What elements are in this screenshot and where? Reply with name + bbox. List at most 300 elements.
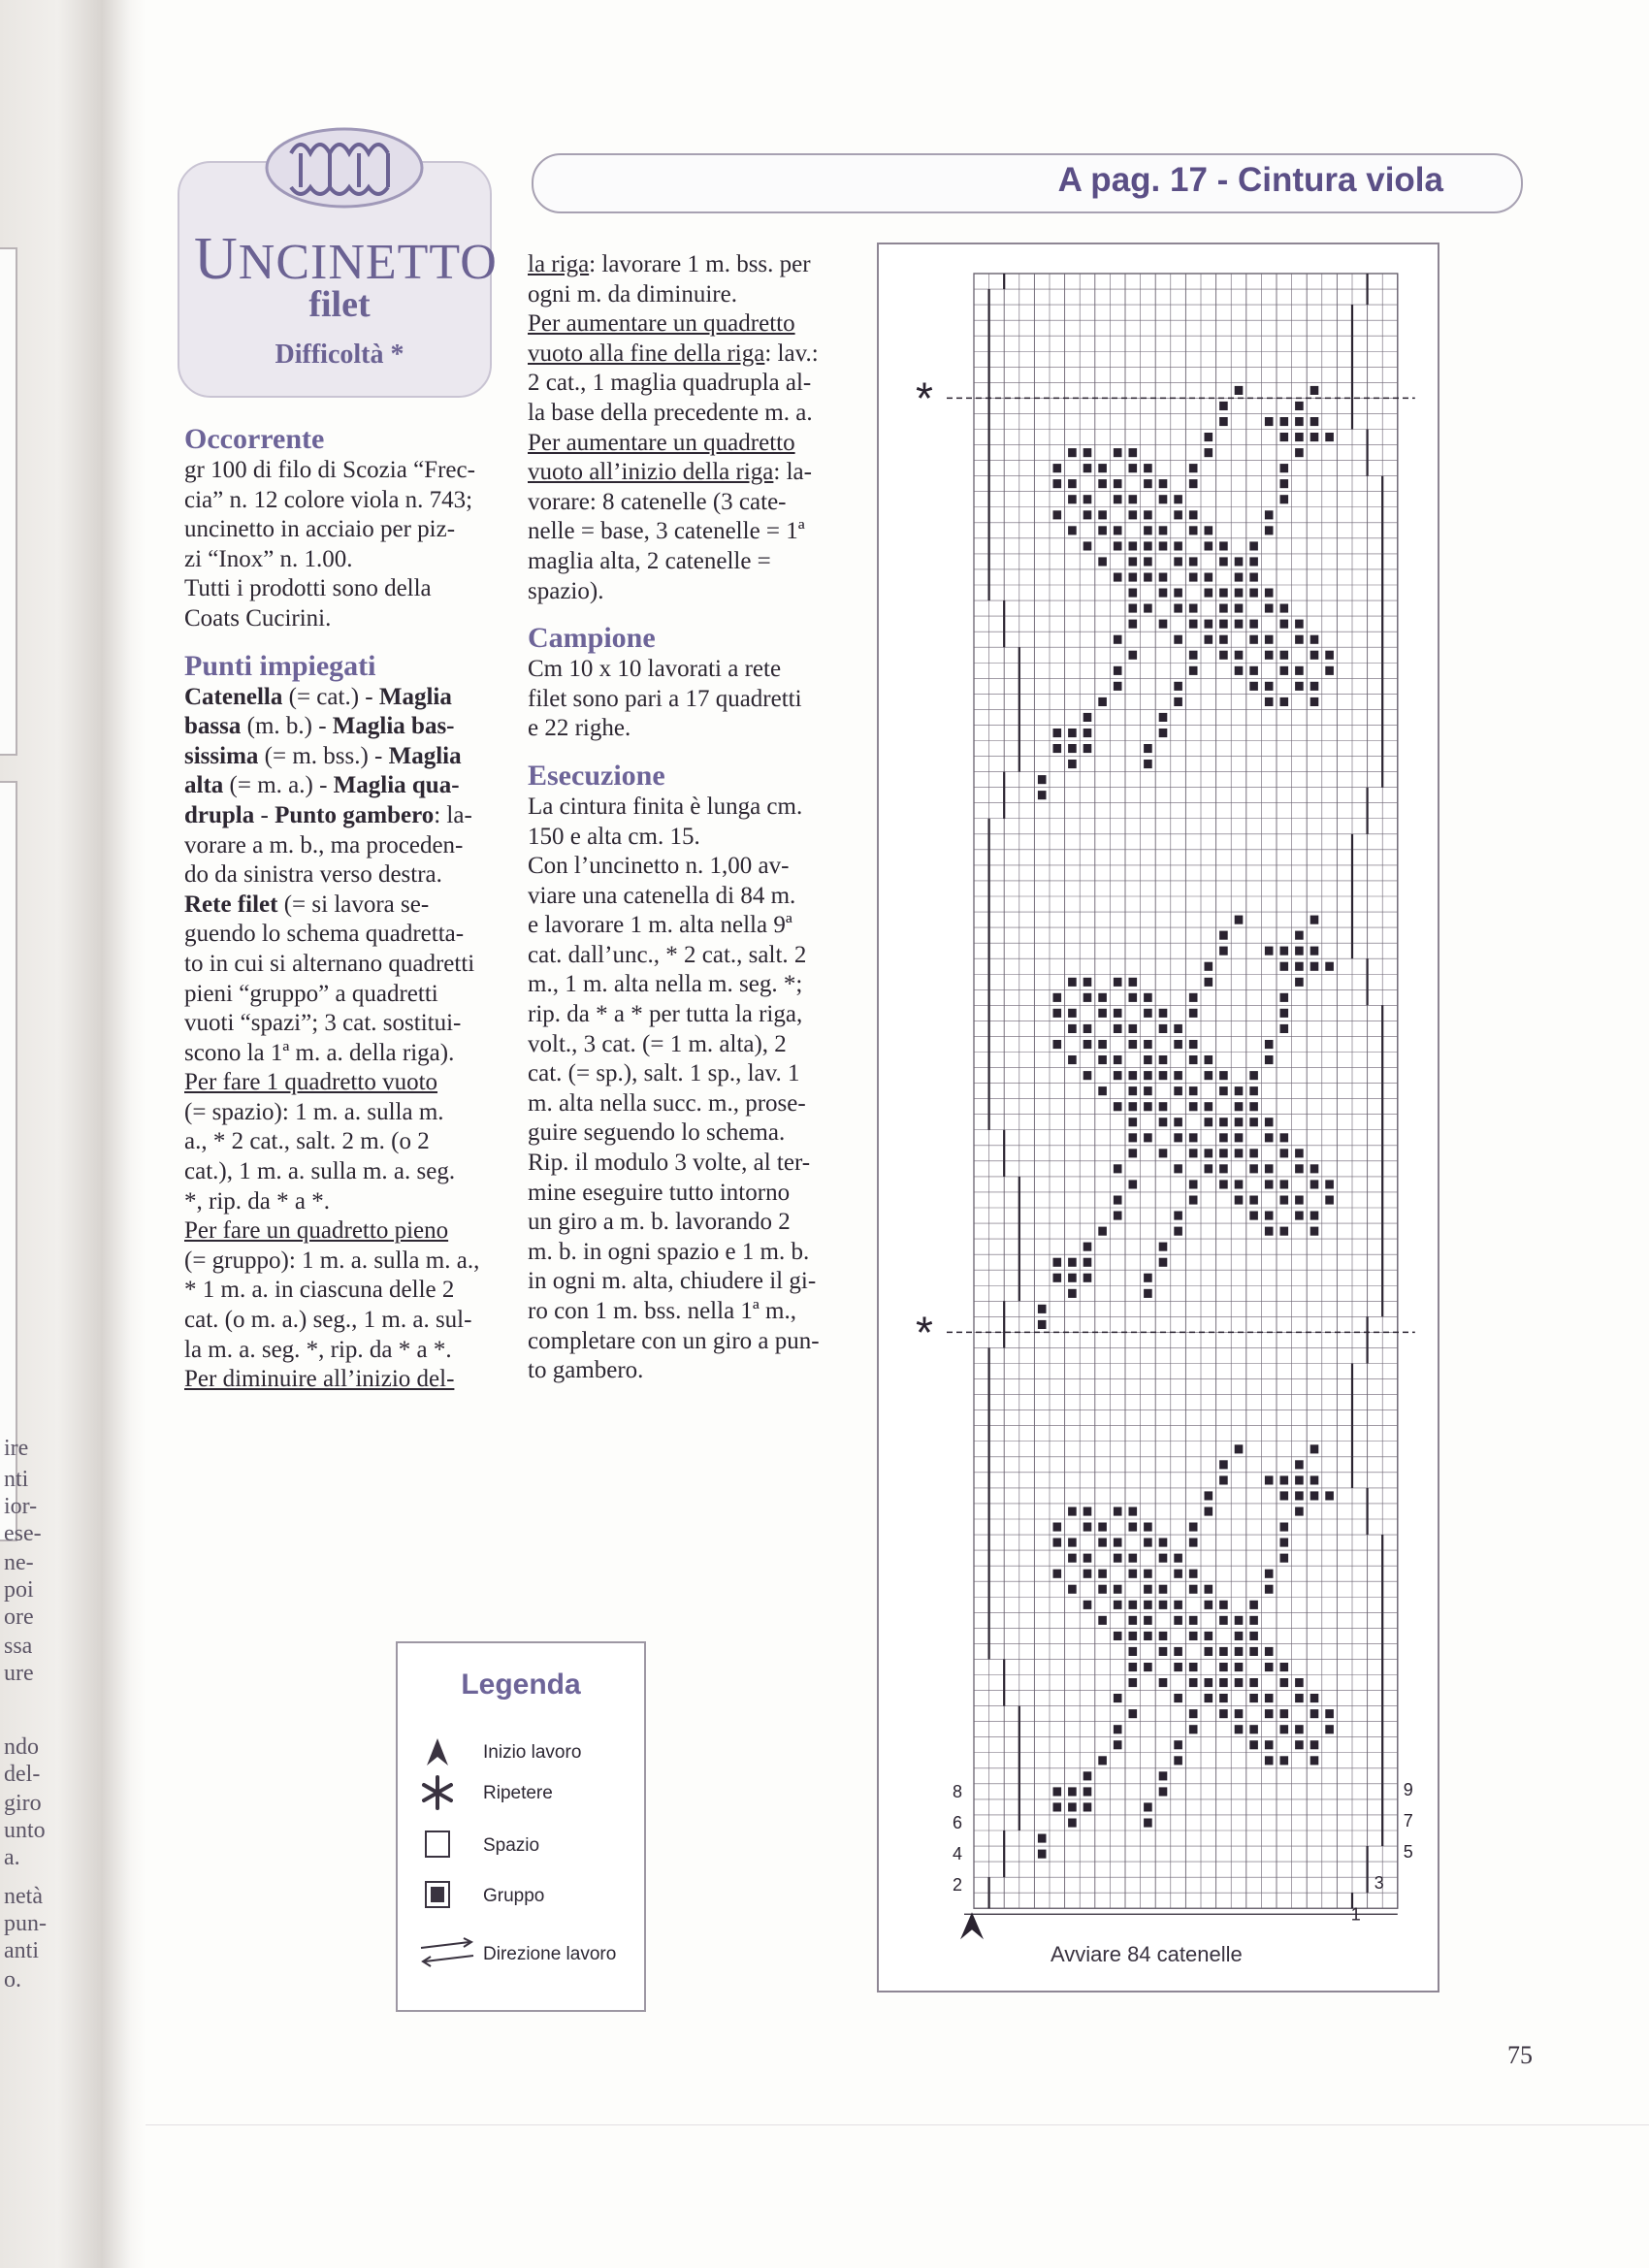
chart-cell-gruppo	[1205, 1678, 1213, 1687]
chart-cell-gruppo	[1083, 1024, 1092, 1033]
chart-cell-gruppo	[1325, 1491, 1334, 1500]
chart-cell-gruppo	[1295, 417, 1304, 426]
chart-cell-gruppo	[1249, 589, 1258, 598]
chart-cell-gruppo	[1249, 1102, 1258, 1111]
chart-cell-gruppo	[1098, 510, 1107, 519]
chart-cell-gruppo	[1310, 1180, 1319, 1188]
chart-cell-gruppo	[1114, 573, 1122, 582]
prev-page-word: del-	[4, 1762, 41, 1787]
chart-cell-gruppo	[1114, 1694, 1122, 1702]
chart-cell-gruppo	[1205, 1071, 1213, 1080]
chart-cell-gruppo	[1280, 1523, 1289, 1532]
chart-cell-gruppo	[1235, 1149, 1244, 1157]
chart-cell-gruppo	[1053, 1539, 1062, 1547]
chart-cell-gruppo	[1144, 760, 1152, 768]
chart-cell-gruppo	[1219, 1164, 1228, 1173]
text-line: Con l’uncinetto n. 1,00 av-	[528, 853, 790, 880]
chart-cell-gruppo	[1083, 464, 1092, 472]
chart-cell-gruppo	[1205, 962, 1213, 971]
chart-cell-gruppo	[1295, 1740, 1304, 1749]
chart-cell-gruppo	[1068, 1507, 1077, 1516]
chart-cell-gruppo	[1235, 1725, 1244, 1733]
text-span: Maglia qua-	[333, 772, 460, 799]
chart-cell-gruppo	[1098, 526, 1107, 535]
text-span: Punto gambero	[275, 801, 435, 828]
chart-cell-gruppo	[1068, 1289, 1077, 1298]
chart-cell-gruppo	[1235, 1133, 1244, 1142]
chart-cell-gruppo	[1053, 510, 1062, 519]
chart-cell-gruppo	[1114, 495, 1122, 503]
chart-cell-gruppo	[1310, 386, 1319, 395]
chart-cell-gruppo	[1235, 1196, 1244, 1205]
text-line: guire seguendo lo schema.	[528, 1119, 786, 1147]
chart-cell-gruppo	[1295, 635, 1304, 644]
text-span: guendo lo schema quadretta-	[184, 921, 465, 948]
chart-cell-gruppo	[1114, 1632, 1122, 1640]
chart-cell-gruppo	[1310, 1756, 1319, 1765]
chart-cell-gruppo	[1189, 1055, 1198, 1064]
text-span: Per aumentare un quadretto	[528, 310, 795, 338]
chart-cell-gruppo	[1159, 1071, 1168, 1080]
chart-cell-gruppo	[1114, 1055, 1122, 1064]
legend-item-start: Inizio lavoro	[413, 1733, 636, 1771]
chart-cell-gruppo	[1174, 495, 1182, 503]
chart-cell-gruppo	[1310, 651, 1319, 660]
chart-cell-gruppo	[1098, 697, 1107, 706]
chart-cell-gruppo	[1174, 1212, 1182, 1220]
text-span: la base della precedente m. a.	[528, 399, 813, 426]
chart-cell-gruppo	[1280, 697, 1289, 706]
chart-cell-gruppo	[1205, 1491, 1213, 1500]
chart-cell-gruppo	[1068, 1274, 1077, 1282]
text-line: volt., 3 cat. (= 1 m. alta), 2	[528, 1030, 787, 1057]
chart-cell-gruppo	[1174, 635, 1182, 644]
text-span: la m. a. seg. *, rip. da * a *.	[184, 1336, 452, 1363]
chart-cell-gruppo	[1114, 479, 1122, 488]
text-span: drupla	[184, 801, 255, 828]
chart-cell-gruppo	[1189, 1570, 1198, 1578]
legend	[396, 1641, 646, 2012]
chart-cell-gruppo	[1098, 1616, 1107, 1625]
chart-cell-gruppo	[1219, 589, 1228, 598]
chart-cell-gruppo	[1325, 1709, 1334, 1718]
chart-cell-gruppo	[1235, 1102, 1244, 1111]
chart-cell-gruppo	[1265, 510, 1274, 519]
text-line: in ogni m. alta, chiudere il gi-	[528, 1268, 817, 1295]
heading-campione: Campione	[528, 622, 656, 655]
chart-cell-gruppo	[1114, 1601, 1122, 1609]
row-number-right: 5	[1403, 1842, 1413, 1863]
chart-cell-gruppo	[1174, 589, 1182, 598]
chart-cell-gruppo	[1325, 1725, 1334, 1733]
text-line: m. b. in ogni spazio e 1 m. b.	[528, 1238, 810, 1265]
chart-cell-gruppo	[1249, 1740, 1258, 1749]
chart-cell-gruppo	[1265, 589, 1274, 598]
chart-cell-gruppo	[1280, 666, 1289, 675]
text-line: rip. da * a * per tutta la riga,	[528, 1001, 803, 1028]
chart-cell-gruppo	[1280, 1539, 1289, 1547]
chart-cell-gruppo	[1295, 1507, 1304, 1516]
chart-cell-gruppo	[1219, 1616, 1228, 1625]
chart-cell-gruppo	[1205, 1149, 1213, 1157]
chart-cell-gruppo	[1144, 1802, 1152, 1811]
chart-cell-gruppo	[1068, 1009, 1077, 1018]
chart-cell-gruppo	[1174, 1071, 1182, 1080]
prev-page-word: giro	[4, 1791, 42, 1816]
chart-cell-gruppo	[1098, 1570, 1107, 1578]
chart-cell-gruppo	[1114, 1539, 1122, 1547]
chart-cell-gruppo	[1219, 1180, 1228, 1188]
chart-cell-gruppo	[1249, 1647, 1258, 1656]
repeat-marker: *	[916, 373, 933, 424]
chart-cell-gruppo	[1189, 1149, 1198, 1157]
chart-cell-gruppo	[1325, 433, 1334, 441]
legend-item-spazio: Spazio	[413, 1826, 636, 1864]
repeat-marker: *	[916, 1307, 933, 1358]
chart-cell-gruppo	[1280, 993, 1289, 1002]
text-span: bassa	[184, 713, 242, 740]
chart-cell-gruppo	[1219, 1149, 1228, 1157]
chart-cell-gruppo	[1129, 1523, 1138, 1532]
chart-cell-gruppo	[1189, 1632, 1198, 1640]
chart-cell-gruppo	[1038, 1834, 1047, 1843]
filled-square-icon	[413, 1876, 462, 1915]
chart-cell-gruppo	[1265, 1694, 1274, 1702]
chart-cell-gruppo	[1053, 729, 1062, 737]
chart-cell-gruppo	[1219, 604, 1228, 613]
chart-cell-gruppo	[1325, 1196, 1334, 1205]
chart-cell-gruppo	[1310, 1709, 1319, 1718]
prev-page-word: ne-	[4, 1550, 34, 1575]
text-span: a., * 2 cat., salt. 2 m. (o 2	[184, 1128, 430, 1155]
text-span: (= spazio): 1 m. a. sulla m.	[184, 1098, 444, 1125]
chart-cell-gruppo	[1129, 1570, 1138, 1578]
chart-cell-gruppo	[1219, 620, 1228, 629]
chart-cell-gruppo	[1295, 682, 1304, 691]
chart-cell-gruppo	[1280, 1491, 1289, 1500]
text-span: : la-	[773, 459, 812, 486]
chart-cell-gruppo	[1235, 620, 1244, 629]
chart-cell-gruppo	[1265, 1133, 1274, 1142]
chart-cell-gruppo	[1295, 402, 1304, 410]
chart-cell-gruppo	[1083, 1523, 1092, 1532]
chart-cell-gruppo	[1114, 1212, 1122, 1220]
chart-cell-gruppo	[1083, 1274, 1092, 1282]
chart-cell-gruppo	[1280, 495, 1289, 503]
chart-cell-gruppo	[1205, 1585, 1213, 1594]
chart-cell-gruppo	[1205, 1632, 1213, 1640]
chart-cell-gruppo	[1265, 1647, 1274, 1656]
chart-cell-gruppo	[1189, 526, 1198, 535]
chart-cell-gruppo	[1189, 1678, 1198, 1687]
chart-cell-gruppo	[1235, 1086, 1244, 1095]
chart-cell-gruppo	[1265, 635, 1274, 644]
chart-cell-gruppo	[1083, 978, 1092, 987]
chart-cell-gruppo	[1159, 541, 1168, 550]
chart-cell-gruppo	[1189, 620, 1198, 629]
text-line: ro con 1 m. bss. nella 1ª m.,	[528, 1298, 797, 1324]
chart-cell-gruppo	[1098, 993, 1107, 1002]
chart-cell-gruppo	[1068, 1055, 1077, 1064]
chart-cell-gruppo	[1310, 1444, 1319, 1453]
text-span: Maglia	[388, 742, 462, 769]
chart-cell-gruppo	[1310, 1740, 1319, 1749]
chart-cell-gruppo	[1189, 510, 1198, 519]
chart-cell-gruppo	[1235, 916, 1244, 924]
chart-cell-gruppo	[1249, 620, 1258, 629]
chart-cell-gruppo	[1174, 1227, 1182, 1236]
chart-cell-gruppo	[1189, 1133, 1198, 1142]
text-span: * 1 m. a. in ciascuna delle 2	[184, 1277, 455, 1304]
chart-cell-gruppo	[1068, 1024, 1077, 1033]
chart-cell-gruppo	[1159, 573, 1168, 582]
chart-cell-gruppo	[1249, 666, 1258, 675]
chart-cell-gruppo	[1280, 464, 1289, 472]
chart-cell-gruppo	[1053, 1258, 1062, 1267]
chart-cell-gruppo	[1083, 713, 1092, 722]
text-span: pieni “gruppo” a quadretti	[184, 980, 438, 1007]
chart-cell-gruppo	[1235, 386, 1244, 395]
chart-cell-gruppo	[1159, 1118, 1168, 1126]
chart-cell-gruppo	[1265, 1227, 1274, 1236]
chart-cell-gruppo	[1144, 744, 1152, 753]
text-span: : lavorare 1 m. bss. per	[589, 251, 811, 277]
chart-cell-gruppo	[1205, 1055, 1213, 1064]
text-line: cat. dall’unc., * 2 cat., salt. 2	[528, 941, 807, 968]
chart-cell-gruppo	[1265, 1756, 1274, 1765]
chart-cell-gruppo	[1129, 448, 1138, 457]
chart-cell-gruppo	[1159, 1554, 1168, 1563]
chart-cell-gruppo	[1144, 510, 1152, 519]
chart-cell-gruppo	[1280, 1009, 1289, 1018]
chart-cell-gruppo	[1205, 1647, 1213, 1656]
chart-cell-gruppo	[1219, 947, 1228, 956]
chart-cell-gruppo	[1159, 1585, 1168, 1594]
chart-cell-gruppo	[1083, 495, 1092, 503]
chart-cell-gruppo	[1159, 495, 1168, 503]
chart-cell-gruppo	[1159, 589, 1168, 598]
chart-cell-gruppo	[1295, 931, 1304, 940]
chart-cell-gruppo	[1144, 1289, 1152, 1298]
difficulty-label: Difficoltà *	[275, 340, 404, 370]
chart-cell-gruppo	[1265, 697, 1274, 706]
chart-cell-gruppo	[1265, 1040, 1274, 1049]
chart-cell-gruppo	[1205, 433, 1213, 441]
chart-cell-gruppo	[1129, 510, 1138, 519]
chart-cell-gruppo	[1144, 1570, 1152, 1578]
text-span: cat. (o m. a.) seg., 1 m. a. sul-	[184, 1307, 472, 1334]
chart-cell-gruppo	[1249, 573, 1258, 582]
chart-cell-gruppo	[1280, 1725, 1289, 1733]
chart-cell-gruppo	[1295, 620, 1304, 629]
chart-cell-gruppo	[1068, 1802, 1077, 1811]
chart-cell-gruppo	[1295, 448, 1304, 457]
chart-cell-gruppo	[1098, 1009, 1107, 1018]
text-line: 150 e alta cm. 15.	[528, 823, 700, 850]
chart-cell-gruppo	[1280, 962, 1289, 971]
chart-cell-gruppo	[1325, 666, 1334, 675]
chart-cell-gruppo	[1129, 573, 1138, 582]
chart-cell-gruppo	[1174, 1024, 1182, 1033]
text-span: maglia alta, 2 catenelle =	[528, 547, 771, 574]
chart-cell-gruppo	[1068, 1554, 1077, 1563]
chart-cell-gruppo	[1144, 1632, 1152, 1640]
chart-cell-gruppo	[1265, 651, 1274, 660]
chart-cell-gruppo	[1219, 1709, 1228, 1718]
chart-cell-gruppo	[1280, 947, 1289, 956]
chart-cell-gruppo	[1129, 541, 1138, 550]
chart-cell-gruppo	[1159, 1149, 1168, 1157]
chart-cell-gruppo	[1205, 620, 1213, 629]
chart-cell-gruppo	[1144, 1071, 1152, 1080]
chart-cell-gruppo	[1189, 557, 1198, 566]
chart-cell-gruppo	[1219, 1601, 1228, 1609]
chart-cell-gruppo	[1189, 604, 1198, 613]
chart-cell-gruppo	[1189, 1102, 1198, 1111]
chart-cell-gruppo	[1205, 526, 1213, 535]
text-line: m., 1 m. alta nella m. seg. *;	[528, 971, 803, 998]
chart-cell-gruppo	[1265, 526, 1274, 535]
chart-cell-gruppo	[1098, 1539, 1107, 1547]
legend-item-gruppo: Gruppo	[413, 1876, 636, 1915]
bottom-rule	[146, 2124, 1649, 2125]
chart-cell-gruppo	[1174, 1086, 1182, 1095]
chart-cell-gruppo	[1205, 635, 1213, 644]
chart-cell-gruppo	[1083, 1507, 1092, 1516]
chart-cell-gruppo	[1235, 604, 1244, 613]
text-span: Per fare un quadretto pieno	[184, 1217, 449, 1245]
prev-page-word: ire	[4, 1436, 29, 1461]
text-line: e lavorare 1 m. alta nella 9ª	[528, 912, 792, 939]
text-span: Per aumentare un quadretto	[528, 429, 795, 456]
chart-cell-gruppo	[1249, 1118, 1258, 1126]
prev-page-word: netà	[4, 1884, 43, 1909]
chart-cell-gruppo	[1129, 978, 1138, 987]
chart-cell-gruppo	[1144, 1040, 1152, 1049]
chart-cell-gruppo	[1235, 666, 1244, 675]
chart-cell-gruppo	[1235, 589, 1244, 598]
chart-cell-gruppo	[1129, 1040, 1138, 1049]
chart-cell-gruppo	[1114, 1507, 1122, 1516]
chart-cell-gruppo	[1280, 604, 1289, 613]
chart-cell-gruppo	[1159, 1632, 1168, 1640]
text-span: (= si lavora se-	[277, 891, 430, 918]
chart-cell-gruppo	[1114, 682, 1122, 691]
chart-cell-gruppo	[1219, 1460, 1228, 1469]
chart-cell-gruppo	[1310, 947, 1319, 956]
chart-cell-gruppo	[1280, 1180, 1289, 1188]
chart-cell-gruppo	[1144, 1009, 1152, 1018]
chart-cell-gruppo	[1249, 1086, 1258, 1095]
chart-cell-gruppo	[1083, 1570, 1092, 1578]
chart-cell-gruppo	[1098, 1055, 1107, 1064]
prev-page-word: a.	[4, 1845, 20, 1870]
chart-cell-gruppo	[1280, 1756, 1289, 1765]
chart-cell-gruppo	[1219, 557, 1228, 566]
row-number-right: 1	[1350, 1904, 1361, 1925]
chart-cell-gruppo	[1189, 1585, 1198, 1594]
chart-cell-gruppo	[1265, 604, 1274, 613]
chart-cell-gruppo	[1129, 1709, 1138, 1718]
text-span: to in cui si alternano quadretti	[184, 950, 475, 977]
heading-esecuzione: Esecuzione	[528, 759, 665, 792]
chart-cell-gruppo	[1083, 1258, 1092, 1267]
chart-cell-gruppo	[1098, 1585, 1107, 1594]
chart-cell-gruppo	[1159, 1258, 1168, 1267]
chart-cell-gruppo	[1068, 1787, 1077, 1796]
chart-cell-gruppo	[1280, 433, 1289, 441]
text-span: *, rip. da * a *.	[184, 1187, 330, 1215]
chart-cell-gruppo	[1129, 557, 1138, 566]
prev-page-word: ore	[4, 1604, 34, 1630]
chart-cell-gruppo	[1159, 620, 1168, 629]
chart-cell-gruppo	[1189, 573, 1198, 582]
chart-cell-gruppo	[1114, 666, 1122, 675]
text-line: filet sono pari a 17 quadretti	[528, 685, 802, 712]
prev-page-word: ure	[4, 1661, 34, 1686]
chart-cell-gruppo	[1053, 1274, 1062, 1282]
prev-page-word: unto	[4, 1818, 46, 1843]
chart-cell-gruppo	[1098, 464, 1107, 472]
chart-cell-gruppo	[1144, 1585, 1152, 1594]
chart-cell-gruppo	[1265, 1709, 1274, 1718]
chart-cell-gruppo	[1083, 1771, 1092, 1780]
text-line: uncinetto in acciaio per piz-	[184, 516, 456, 543]
chart-cell-gruppo	[1280, 1196, 1289, 1205]
text-line: completare con un giro a pun-	[528, 1327, 820, 1354]
chart-cell-gruppo	[1205, 1507, 1213, 1516]
text-span: alta	[184, 772, 224, 799]
chart-cell-gruppo	[1129, 495, 1138, 503]
chart-cell-gruppo	[1295, 1149, 1304, 1157]
chart-cell-gruppo	[1068, 978, 1077, 987]
chart-cell-gruppo	[1159, 1678, 1168, 1687]
chart-cell-gruppo	[1159, 1009, 1168, 1018]
chart-cell-gruppo	[1114, 1164, 1122, 1173]
chart-cell-gruppo	[1219, 1086, 1228, 1095]
chart-cell-gruppo	[1189, 1539, 1198, 1547]
chart-cell-gruppo	[1114, 1009, 1122, 1018]
chart-cell-gruppo	[1144, 1819, 1152, 1828]
chart-cell-gruppo	[1265, 417, 1274, 426]
chart-cell-gruppo	[1159, 526, 1168, 535]
chart-cell-gruppo	[1310, 433, 1319, 441]
chart-cell-gruppo	[1295, 1212, 1304, 1220]
chart-cell-gruppo	[1159, 1601, 1168, 1609]
chart-cell-gruppo	[1189, 1040, 1198, 1049]
chart-cell-gruppo	[1159, 479, 1168, 488]
chart-cell-gruppo	[1174, 1601, 1182, 1609]
chart-cell-gruppo	[1235, 557, 1244, 566]
chart-cell-gruppo	[1310, 962, 1319, 971]
chart-cell-gruppo	[1053, 1787, 1062, 1796]
text-span: 2 cat., 1 maglia quadrupla al-	[528, 370, 812, 397]
start-arrow-icon	[960, 1912, 984, 1939]
chart-cell-gruppo	[1249, 682, 1258, 691]
chart-cell-gruppo	[1114, 1196, 1122, 1205]
chart-cell-gruppo	[1235, 1444, 1244, 1453]
chart-cell-gruppo	[1174, 697, 1182, 706]
chart-cell-gruppo	[1144, 1539, 1152, 1547]
chart-cell-gruppo	[1174, 1663, 1182, 1671]
chart-cell-gruppo	[1068, 448, 1077, 457]
chart-cell-gruppo	[1068, 760, 1077, 768]
chart-cell-gruppo	[1280, 1475, 1289, 1484]
text-line: mine eseguire tutto intorno	[528, 1179, 791, 1206]
chart-cell-gruppo	[1144, 464, 1152, 472]
chart-cell-gruppo	[1038, 1850, 1047, 1859]
chart-cell-gruppo	[1053, 1802, 1062, 1811]
